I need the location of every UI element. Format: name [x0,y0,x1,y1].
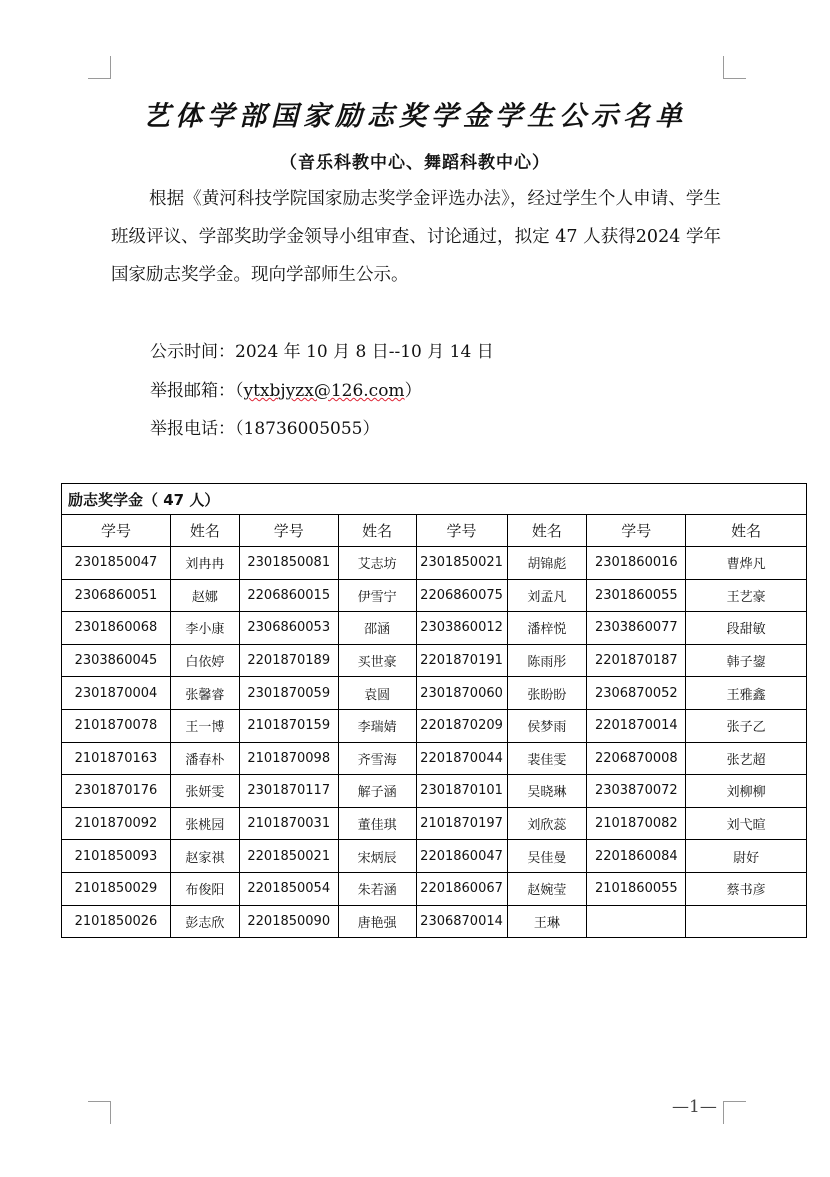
student-name-cell: 彭志欣 [170,905,239,938]
student-id-cell: 2101870159 [239,709,338,742]
student-id-cell: 2101870082 [587,807,686,840]
student-name-cell: 朱若涵 [338,872,416,905]
corner-mark-top-left [88,56,111,79]
student-id-cell: 2201850021 [239,840,338,873]
student-id-cell: 2301850021 [416,547,507,580]
student-name-cell: 吴佳曼 [507,840,587,873]
student-id-cell: 2303870072 [587,775,686,808]
notice-time-label: 公示时间： [150,342,235,362]
student-id-cell: 2206870008 [587,742,686,775]
student-name-cell: 刘孟凡 [507,579,587,612]
student-id-cell: 2201870187 [587,644,686,677]
student-id-cell: 2201860047 [416,840,507,873]
student-name-cell: 刘柳柳 [686,775,807,808]
student-id-cell: 2303860077 [587,612,686,645]
corner-mark-bottom-left [88,1101,111,1124]
student-id-cell: 2201870189 [239,644,338,677]
student-name-cell: 艾志坊 [338,547,416,580]
notice-phone-label: 举报电话： [150,419,235,439]
header-cell: 学号 [416,515,507,547]
student-id-cell: 2201850090 [239,905,338,938]
intro-paragraph: 根据《黄河科技学院国家励志奖学金评选办法》，经过学生个人申请、学生班级评议、学部奖助学金领导小组审查、讨论通过，拟定 47 人获得2024 学年国家励志奖学金。现向学部师生公示。 [111,189,721,285]
student-name-cell: 尉好 [686,840,807,873]
student-id-cell: 2301870101 [416,775,507,808]
student-name-cell: 宋炳辰 [338,840,416,873]
notice-email-open: （ [235,381,244,401]
table-row [62,709,807,742]
header-cell: 学号 [239,515,338,547]
student-name-cell: 白依婷 [170,644,239,677]
notice-email-value[interactable]: ytxbjyzx@126.com [243,381,405,401]
notice-phone-value: （18736005055） [235,419,380,439]
student-id-cell: 2101860055 [587,872,686,905]
student-name-cell: 赵娜 [170,579,239,612]
student-name-cell: 张桃园 [170,807,239,840]
corner-mark-bottom-right [723,1101,746,1124]
table-row [62,612,807,645]
student-name-cell: 张馨睿 [170,677,239,710]
student-name-cell: 伊雪宁 [338,579,416,612]
table-caption-row [62,484,807,515]
student-name-cell: 王琳 [507,905,587,938]
table-row [62,742,807,775]
student-name-cell: 王一博 [170,709,239,742]
page-number: —1— [672,1097,717,1117]
header-cell: 学号 [587,515,686,547]
student-name-cell: 陈雨彤 [507,644,587,677]
student-id-cell: 2303860045 [62,644,171,677]
header-cell: 姓名 [170,515,239,547]
student-name-cell: 赵家祺 [170,840,239,873]
student-name-cell: 蔡书彦 [686,872,807,905]
student-id-cell: 2301860016 [587,547,686,580]
student-id-cell: 2301870059 [239,677,338,710]
table-row [62,677,807,710]
student-name-cell: 董佳琪 [338,807,416,840]
student-name-cell: 吴晓琳 [507,775,587,808]
student-id-cell: 2101870092 [62,807,171,840]
table-row [62,547,807,580]
notice-email [150,376,422,401]
notice-time [150,337,494,362]
student-name-cell: 张艺超 [686,742,807,775]
student-id-cell: 2101850029 [62,872,171,905]
header-cell: 姓名 [507,515,587,547]
student-id-cell: 2201860084 [587,840,686,873]
student-name-cell: 袁圆 [338,677,416,710]
student-name-cell: 张盼盼 [507,677,587,710]
student-name-cell: 王艺豪 [686,579,807,612]
student-id-cell: 2303860012 [416,612,507,645]
student-name-cell: 胡锦彪 [507,547,587,580]
student-id-cell: 2201870014 [587,709,686,742]
student-id-cell: 2101870163 [62,742,171,775]
student-name-cell: 王雅鑫 [686,677,807,710]
student-id-cell: 2201870044 [416,742,507,775]
table-header-row [62,515,807,547]
student-name-cell: 潘春朴 [170,742,239,775]
student-id-cell: 2206860015 [239,579,338,612]
student-name-cell: 买世豪 [338,644,416,677]
student-id-cell: 2301870117 [239,775,338,808]
student-id-cell: 2306870014 [416,905,507,938]
student-id-cell: 2201870209 [416,709,507,742]
student-id-cell: 2301850081 [239,547,338,580]
student-id-cell: 2101870078 [62,709,171,742]
student-id-cell: 2301870004 [62,677,171,710]
table-row [62,579,807,612]
student-id-cell: 2101850026 [62,905,171,938]
notice-phone [150,414,379,439]
header-cell: 学号 [62,515,171,547]
student-name-cell: 邵涵 [338,612,416,645]
student-name-cell: 李瑞婧 [338,709,416,742]
student-name-cell: 唐艳强 [338,905,416,938]
student-id-cell: 2101850093 [62,840,171,873]
student-id-cell: 2206860075 [416,579,507,612]
table-row [62,644,807,677]
student-name-cell: 刘冉冉 [170,547,239,580]
student-name-cell: 解子涵 [338,775,416,808]
table-row [62,872,807,905]
student-id-cell: 2301870060 [416,677,507,710]
student-name-cell: 侯梦雨 [507,709,587,742]
table-row [62,775,807,808]
table-row [62,840,807,873]
student-id-cell: 2201850054 [239,872,338,905]
text-cursor [806,516,807,536]
student-id-cell: 2201860067 [416,872,507,905]
student-id-cell: 2301870176 [62,775,171,808]
notice-email-label: 举报邮箱： [150,381,235,401]
student-name-cell: 赵婉莹 [507,872,587,905]
student-name-cell [686,905,807,938]
student-id-cell: 2101870197 [416,807,507,840]
notice-email-close: ） [404,381,422,401]
student-name-cell: 刘弋暄 [686,807,807,840]
student-id-cell: 2306860053 [239,612,338,645]
table-caption: 励志奖学金（ 47 人） [62,484,807,515]
student-name-cell: 刘欣蕊 [507,807,587,840]
student-name-cell: 潘梓悦 [507,612,587,645]
student-name-cell: 段甜敏 [686,612,807,645]
student-name-cell: 齐雪海 [338,742,416,775]
student-id-cell: 2301860068 [62,612,171,645]
document-title: 艺体学部国家励志奖学金学生公示名单 [143,101,687,132]
table-row [62,807,807,840]
table-row [62,905,807,938]
student-name-cell: 裴佳雯 [507,742,587,775]
student-id-cell: 2101870098 [239,742,338,775]
student-id-cell: 2301850047 [62,547,171,580]
student-id-cell: 2306870052 [587,677,686,710]
student-id-cell: 2306860051 [62,579,171,612]
scholarship-table [61,483,807,938]
student-name-cell: 布俊阳 [170,872,239,905]
corner-mark-top-right [723,56,746,79]
header-cell: 姓名 [338,515,416,547]
student-id-cell: 2301860055 [587,579,686,612]
notice-time-value: 2024 年 10 月 8 日--10 月 14 日 [235,342,494,362]
student-id-cell [587,905,686,938]
student-name-cell: 曹烨凡 [686,547,807,580]
student-name-cell: 张子乙 [686,709,807,742]
document-subtitle: （音乐科教中心、舞蹈科教中心） [280,153,550,173]
student-id-cell: 2201870191 [416,644,507,677]
student-name-cell: 韩子鋆 [686,644,807,677]
student-name-cell: 李小康 [170,612,239,645]
student-name-cell: 张妍雯 [170,775,239,808]
header-cell: 姓名 [686,515,807,547]
student-id-cell: 2101870031 [239,807,338,840]
